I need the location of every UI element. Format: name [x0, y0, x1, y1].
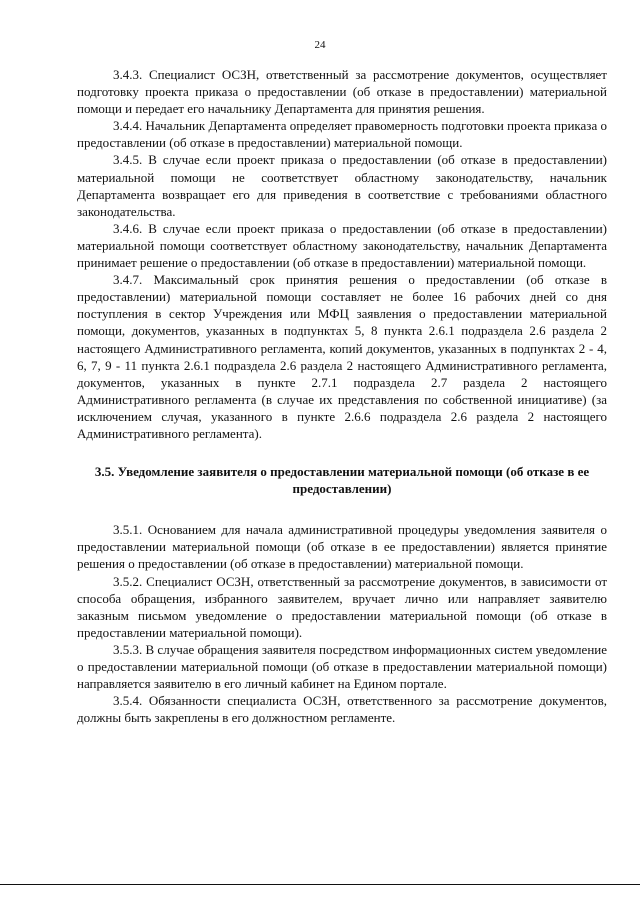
paragraph-3-4-5: 3.4.5. В случае если проект приказа о предоставлении (об отказе в предоставлении) материальной помощи не соответствует областному законодательству, начальник Департамента возвращает его для приведения в соответствие с требованиями областного законодательства.	[77, 152, 607, 219]
page-number: 24	[314, 39, 326, 51]
paragraph-3-5-4: 3.5.4. Обязанности специалиста ОСЗН, ответственного за рассмотрение документов, должны быть закреплены в его должностном регламенте.	[77, 693, 607, 726]
paragraph-3-5-1: 3.5.1. Основанием для начала административной процедуры уведомления заявителя о предоставлении материальной помощи (об отказе в ее предоставлении) является принятие решения о предоставлении (об отказе в предоставлении) материальной помощи.	[77, 522, 607, 572]
paragraph-3-4-4: 3.4.4. Начальник Департамента определяет правомерность подготовки проекта приказа о предоставлении (об отказе в предоставлении) материальной помощи.	[77, 118, 607, 151]
paragraph-3-4-6: 3.4.6. В случае если проект приказа о предоставлении (об отказе в предоставлении) материальной помощи соответствует областному законодательству, начальник Департамента принимает решение о предоставлении (об отказе в предоставлении) материальной помощи.	[77, 220, 607, 271]
paragraph-3-5-2: 3.5.2. Специалист ОСЗН, ответственный за рассмотрение документов, в зависимости от способа обращения, избранного заявителем, вручает лично или направляет заявителю заказным письмом уведомление о предоставлении материальной помощи (об отказе в предоставлении материальной помощи).	[77, 573, 607, 640]
paragraph-3-4-7: 3.4.7. Максимальный срок принятия решения о предоставлении (об отказе в предоставлении) материальной помощи составляет не более 16 рабочих дней со дня поступления в сектор Учреждения или МФЦ заявления о предоставлении материальной помощи, документов, указанных в подпунктах 5, 8 пункта 2.6.1 подраздела 2.6 раздела 2 настоящего Административного регламента, копий документов, указанных в подпунктах 2 - 4, 6, 7, 9 - 11 пункта 2.6.1 подраздела 2.6 раздела 2 настоящего Административного регламента, документов, указанных в пункте 2.7.1 подраздела 2.7 раздела 2 настоящего Административного регламента (в случае их представления по собственной инициативе) (за исключением случая, указанного в пункте 2.6.6 подраздела 2.6 раздела 2 настоящего Административного регламента).	[77, 272, 607, 441]
bottom-rule	[0, 884, 640, 885]
section-heading-3-5: 3.5. Уведомление заявителя о предоставлении материальной помощи (об отказе в ее предоставлении)	[94, 464, 590, 497]
paragraph-3-4-3: 3.4.3. Специалист ОСЗН, ответственный за рассмотрение документов, осуществляет подготовку проекта приказа о предоставлении (об отказе в предоставлении) материальной помощи и передает его начальнику Департамента для принятия решения.	[77, 67, 607, 117]
paragraph-3-5-3: 3.5.3. В случае обращения заявителя посредством информационных систем уведомление о предоставлении материальной помощи (об отказе в предоставлении материальной помощи) направляется заявителю в его личный кабинет на Едином портале.	[77, 641, 607, 692]
document-body	[77, 66, 607, 726]
